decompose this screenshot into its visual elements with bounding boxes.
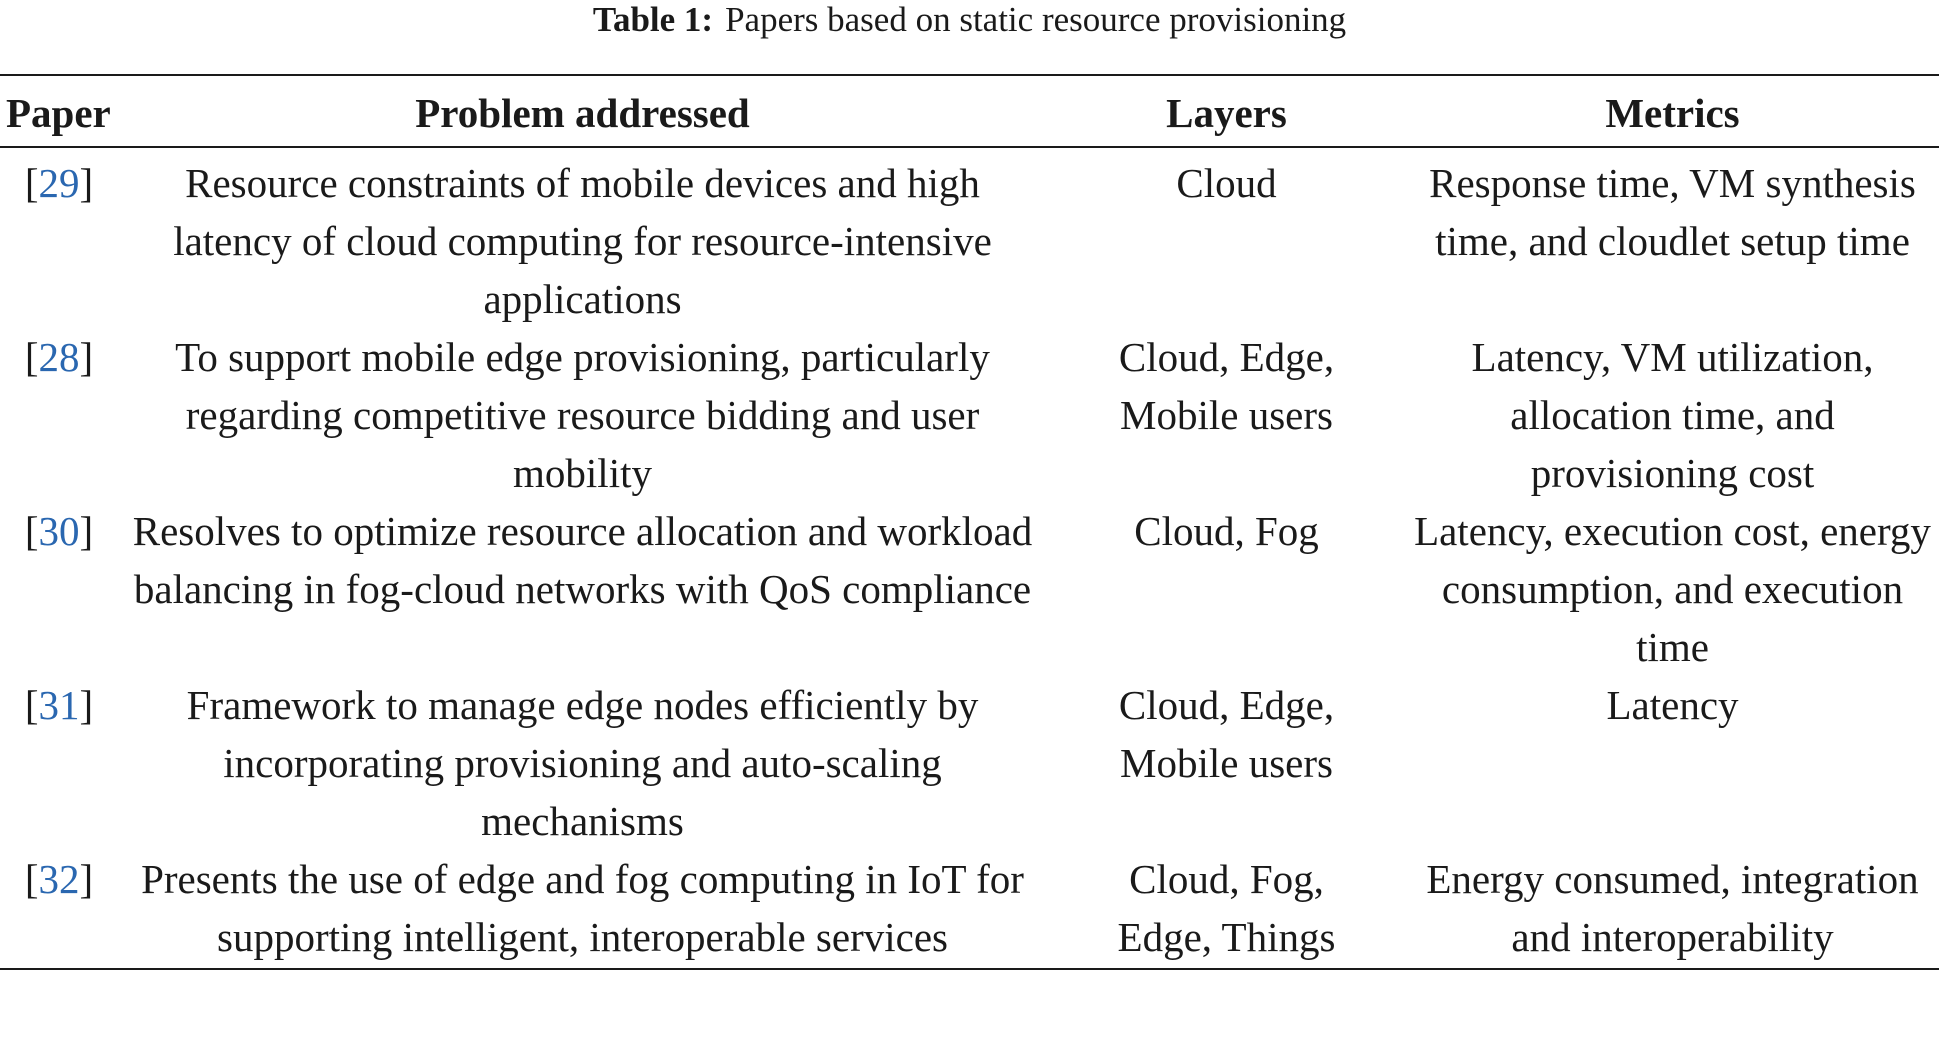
- problem-text: Resolves to optimize resource allocation and workload balancing in fog-cloud networks with QoS compliance: [132, 508, 1033, 612]
- metrics-cell: [1406, 502, 1939, 676]
- layers-cell: [1047, 502, 1406, 676]
- paper-cell: [31]: [24, 682, 94, 728]
- citation-link[interactable]: 32: [38, 856, 80, 902]
- metrics-text: Latency: [1606, 682, 1739, 728]
- metrics-text: Response time, VM synthesis time, and cloudlet setup time: [1429, 160, 1916, 264]
- table-caption: [0, 0, 1939, 40]
- header-problem: Problem addressed: [118, 75, 1047, 147]
- metrics-cell: [1406, 147, 1939, 328]
- problem-text: To support mobile edge provisioning, particularly regarding competitive resource bidding and user mobility: [175, 334, 990, 496]
- problem-text: Presents the use of edge and fog computing in IoT for supporting intelligent, interoperable services: [141, 856, 1024, 960]
- problem-cell: [118, 676, 1047, 850]
- layers-text: Cloud, Fog: [1134, 508, 1319, 554]
- table-header: [0, 75, 1939, 147]
- problem-cell: [118, 850, 1047, 969]
- header-paper: Paper: [0, 75, 118, 147]
- metrics-text: Latency, execution cost, energy consumption, and execution time: [1414, 508, 1931, 670]
- metrics-cell: [1406, 850, 1939, 969]
- paper-cell: [32]: [0, 850, 118, 969]
- metrics-text: Energy consumed, integration and interoperability: [1426, 856, 1919, 960]
- header-row: [0, 75, 1939, 147]
- metrics-cell: [1406, 328, 1939, 502]
- layers-cell: [1047, 328, 1406, 502]
- citation-link[interactable]: 29: [38, 160, 80, 206]
- header-metrics: Metrics: [1406, 75, 1939, 147]
- table-row: [0, 676, 1939, 850]
- table-row: [0, 502, 1939, 676]
- problem-cell: [118, 147, 1047, 328]
- paper-cell: [30]: [24, 508, 94, 554]
- layers-text: Cloud: [1176, 160, 1277, 206]
- table-caption-text: Papers based on static resource provisioning: [725, 0, 1347, 39]
- problem-cell: [118, 328, 1047, 502]
- table-row: [0, 850, 1939, 969]
- paper-cell: [29]: [24, 160, 94, 206]
- layers-cell: [1047, 147, 1406, 328]
- layers-text: Cloud, Edge, Mobile users: [1118, 334, 1335, 438]
- table-body: [0, 147, 1939, 969]
- problem-text: Resource constraints of mobile devices and high latency of cloud computing for resource-intensive applications: [173, 160, 992, 322]
- citation-link[interactable]: 31: [38, 682, 80, 728]
- layers-cell: [1047, 676, 1406, 850]
- table-row: [0, 328, 1939, 502]
- papers-table: [0, 74, 1939, 970]
- citation-link[interactable]: 30: [38, 508, 80, 554]
- metrics-text: Latency, VM utilization, allocation time, and provisioning cost: [1471, 334, 1874, 496]
- table-row: [0, 147, 1939, 328]
- metrics-cell: [1406, 676, 1939, 850]
- header-layers: Layers: [1047, 75, 1406, 147]
- layers-cell: [1047, 850, 1406, 969]
- problem-text: Framework to manage edge nodes efficiently by incorporating provisioning and auto-scaling mechanisms: [186, 682, 979, 844]
- layers-text: Cloud, Fog, Edge, Things: [1117, 856, 1336, 960]
- paper-cell: [28]: [24, 334, 94, 380]
- problem-cell: [118, 502, 1047, 676]
- citation-link[interactable]: 28: [38, 334, 80, 380]
- layers-text: Cloud, Edge, Mobile users: [1118, 682, 1335, 786]
- table-caption-label: Table 1:: [592, 0, 714, 39]
